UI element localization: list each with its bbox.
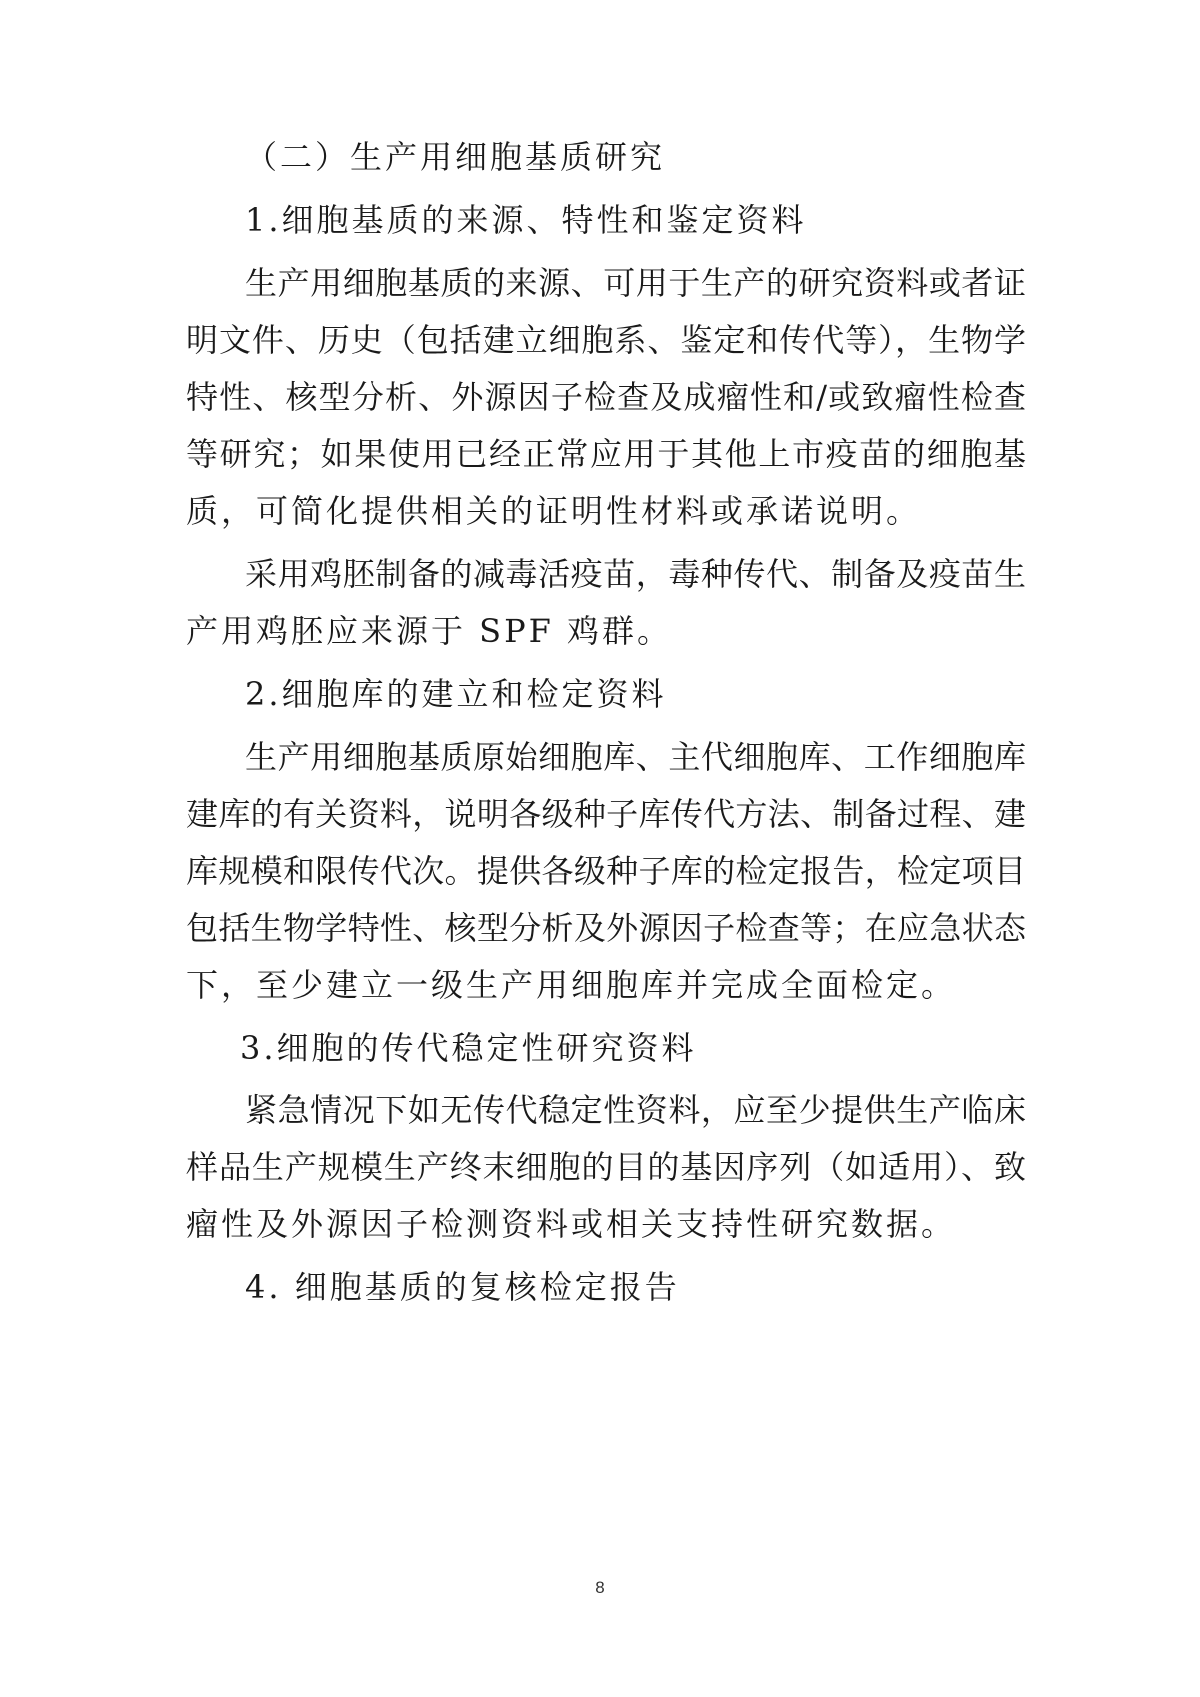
item1-heading: 1.细胞基质的来源、特性和鉴定资料 <box>245 201 807 239</box>
item1-para1-line: 质，可简化提供相关的证明性材料或承诺说明。 <box>186 492 922 530</box>
section-heading: （二）生产用细胞基质研究 <box>245 138 666 176</box>
item3-para1-line: 瘤性及外源因子检测资料或相关支持性研究数据。 <box>186 1205 957 1243</box>
item2-para1-line: 库规模和限传代次。提供各级种子库的检定报告，检定项目 <box>186 852 1026 890</box>
item3-para1-line: 样品生产规模生产终末细胞的目的基因序列（如适用）、致 <box>186 1148 1026 1186</box>
item2-para1-line: 下，至少建立一级生产用细胞库并完成全面检定。 <box>186 966 957 1004</box>
page-number: 8 <box>595 1578 605 1597</box>
item1-para1-line: 特性、核型分析、外源因子检查及成瘤性和/或致瘤性检查 <box>186 378 1026 416</box>
item3-heading: 3.细胞的传代稳定性研究资料 <box>240 1029 697 1067</box>
item2-para1-line: 生产用细胞基质原始细胞库、主代细胞库、工作细胞库 <box>245 738 1026 776</box>
item1-para1-line: 等研究；如果使用已经正常应用于其他上市疫苗的细胞基 <box>186 435 1026 473</box>
item1-para2-line: 产用鸡胚应来源于 SPF 鸡群。 <box>186 612 673 650</box>
item1-para1-line: 明文件、历史（包括建立细胞系、鉴定和传代等），生物学 <box>186 321 1026 359</box>
item1-para2-line: 采用鸡胚制备的减毒活疫苗，毒种传代、制备及疫苗生 <box>245 555 1026 593</box>
item2-para1-line: 包括生物学特性、核型分析及外源因子检查等；在应急状态 <box>186 909 1026 947</box>
item2-heading: 2.细胞库的建立和检定资料 <box>245 675 667 713</box>
item1-para1-line: 生产用细胞基质的来源、可用于生产的研究资料或者证 <box>245 264 1026 302</box>
item4-heading: 4. 细胞基质的复核检定报告 <box>245 1268 680 1306</box>
item2-para1-line: 建库的有关资料，说明各级种子库传代方法、制备过程、建 <box>186 795 1026 833</box>
item3-para1-line: 紧急情况下如无传代稳定性资料，应至少提供生产临床 <box>245 1091 1026 1129</box>
